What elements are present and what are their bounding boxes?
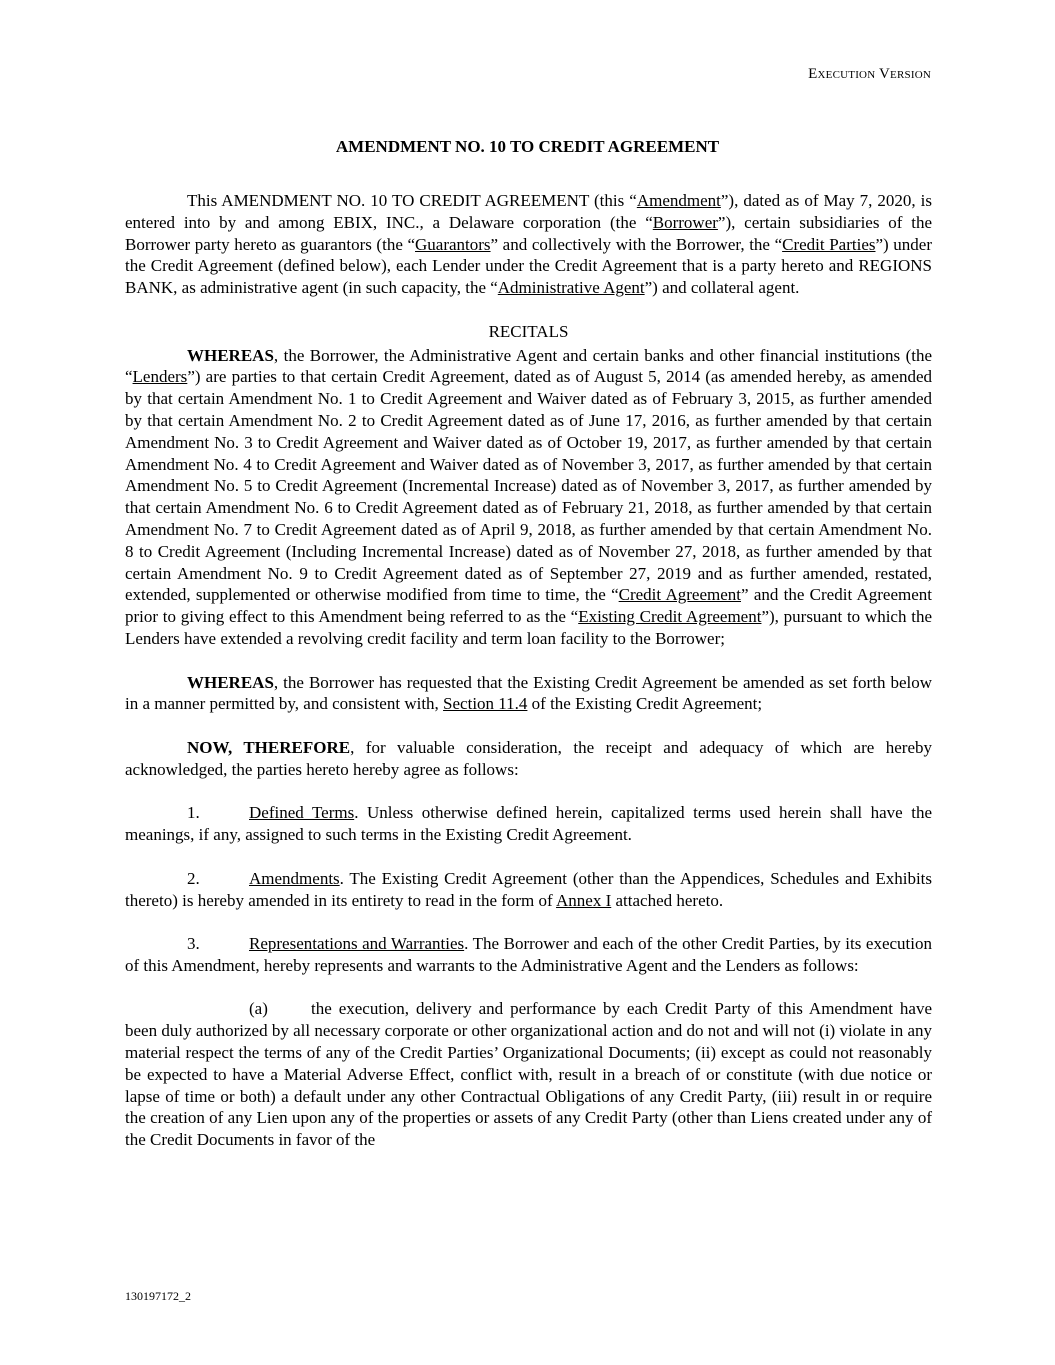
defined-term-credit-agreement: Credit Agreement bbox=[618, 585, 741, 605]
defined-term-guarantors: Guarantors bbox=[415, 234, 491, 254]
annex-reference: Annex I bbox=[556, 890, 612, 910]
whereas1-text-2: ”) are parties to that certain Credit Agreement, dated as of August 5, 2014 (as amended hereby, as amended by that certain Amendment No. 1 to Credit Agreement and Waiver dated as of February 3, 2015, as further amended by that certain Amendment No. 2 to Credit Agreement dated as of June 17, 2016, as further amended by that certain Amendment No. 3 to Credit Agreement and Waiver dated as of October 19, 2017, as further amended by that certain Amendment No. 4 to Credit Agreement and Waiver dated as of November 3, 2017, as further amended by that certain Amendment No. 5 to Credit Agreement (Incremental Increase) dated as of November 3, 2017, as further amended by that certain Amendment No. 6 to Credit Agreement dated as of February 21, 2018, as further amended by that certain Amendment No. 7 to Credit Agreement dated as of April 9, 2018, as further amended by that certain Amendment No. 8 to Credit Agreement (Including Incremental Increase) dated as of November 27, 2018, as further amended by that certain Amendment No. 9 to Credit Agreement dated as of September 27, 2019 and as further amended, restated, extended, supplemented or otherwise modified from time to time, the “ bbox=[125, 367, 932, 605]
whereas2-text-1: , the Borrower has requested that the Existing Credit Agreement be amended as set forth below in a manner permitted by, and consistent with, bbox=[125, 672, 932, 714]
whereas-label: WHEREAS bbox=[187, 672, 274, 692]
execution-version-header bbox=[808, 66, 931, 83]
whereas-paragraph-1 bbox=[125, 345, 932, 650]
execution-version-text: Execution Version bbox=[808, 66, 931, 82]
recitals-heading: RECITALS bbox=[488, 321, 569, 341]
intro-text-5: ”) under the Credit Agreement (defined below), each Lender under the Credit Agreement that is a party hereto and REGIONS BANK, as administrative agent (in such capacity, the “ bbox=[125, 234, 932, 298]
section-1-paragraph bbox=[125, 802, 932, 846]
clause-a-text: the execution, delivery and performance by each Credit Party of this Amendment have been duly authorized by all necessary corporate or other organizational action and do not and will not (i) violate in any material respect the terms of any of the Credit Parties’ Organizational Documents; (ii) except as could not reasonably be expected to have a Material Adverse Effect, conflict with, result in a breach of or constitute (with due notice or lapse of time or both) a default under any other Contractual Obligations of any Credit Party, (iii) result in or require the creation of any Lien upon any of the properties or assets of any Credit Party (other than Liens created under any of the Credit Documents in favor of the bbox=[125, 999, 932, 1150]
defined-term-lenders: Lenders bbox=[132, 367, 188, 387]
intro-text-3: ”), certain subsidiaries of the Borrower party hereto as guarantors (the “ bbox=[125, 212, 932, 254]
defined-term-administrative-agent: Administrative Agent bbox=[497, 278, 645, 298]
defined-term-existing-credit-agreement: Existing Credit Agreement bbox=[578, 607, 762, 627]
now-therefore-paragraph bbox=[125, 737, 932, 781]
intro-text-4: ” and collectively with the Borrower, the “ bbox=[490, 234, 783, 254]
intro-text-6: ”) and collateral agent. bbox=[644, 278, 800, 298]
whereas2-text-2: of the Existing Credit Agreement; bbox=[527, 694, 763, 714]
section-2-text-1: . The Existing Credit Agreement (other than the Appendices, Schedules and Exhibits thereto) is hereby amended in its entirety to read in the form of bbox=[125, 868, 932, 910]
now-therefore-label: NOW, THEREFORE bbox=[187, 737, 351, 757]
footer-document-id: 130197172_2 bbox=[125, 1289, 191, 1303]
document-title: AMENDMENT NO. 10 TO CREDIT AGREEMENT bbox=[335, 137, 720, 156]
section-3-paragraph bbox=[125, 933, 932, 977]
section-1-text: . Unless otherwise defined herein, capitalized terms used herein shall have the meanings, if any, assigned to such terms in the Existing Credit Agreement. bbox=[125, 803, 932, 845]
intro-paragraph bbox=[125, 190, 932, 299]
whereas1-text-4: ”), pursuant to which the Lenders have extended a revolving credit facility and term loan facility to the Borrower; bbox=[125, 607, 932, 648]
section-number: 1. bbox=[187, 803, 200, 823]
section-2-paragraph bbox=[125, 868, 932, 912]
section-number: 3. bbox=[187, 934, 200, 954]
defined-term-credit-parties: Credit Parties bbox=[782, 234, 876, 254]
section-reference: Section 11.4 bbox=[443, 694, 528, 714]
section-heading: Defined Terms bbox=[249, 803, 355, 823]
whereas1-text-3: ” and the Credit Agreement prior to giving effect to this Amendment being referred to as the “ bbox=[125, 585, 933, 627]
section-heading: Amendments bbox=[249, 868, 340, 888]
section-2-text-2: attached hereto. bbox=[611, 890, 724, 910]
section-number: 2. bbox=[187, 868, 200, 888]
whereas1-text-1: , the Borrower, the Administrative Agent and certain banks and other financial institutions (the “ bbox=[125, 345, 932, 387]
section-heading: Representations and Warranties bbox=[249, 934, 465, 954]
intro-text-2: ”), dated as of May 7, 2020, is entered into by and among EBIX, INC., a Delaware corporation (the “ bbox=[125, 191, 933, 232]
clause-a-paragraph bbox=[125, 998, 932, 1151]
now-therefore-text: , for valuable consideration, the receipt and adequacy of which are hereby acknowledged, the parties hereto hereby agree as follows: bbox=[125, 737, 932, 779]
defined-term-amendment: Amendment bbox=[636, 191, 721, 210]
whereas-paragraph-2 bbox=[125, 672, 932, 716]
clause-label: (a) bbox=[249, 999, 268, 1019]
section-3-text: . The Borrower and each of the other Credit Parties, by its execution of this Amendment, hereby represents and warrants to the Administrative Agent and the Lenders as follows: bbox=[125, 934, 932, 975]
document-body bbox=[125, 190, 932, 1173]
whereas-label: WHEREAS bbox=[187, 345, 274, 365]
intro-text-1: This AMENDMENT NO. 10 TO CREDIT AGREEMENT (this “ bbox=[187, 191, 637, 210]
defined-term-borrower: Borrower bbox=[652, 212, 718, 232]
